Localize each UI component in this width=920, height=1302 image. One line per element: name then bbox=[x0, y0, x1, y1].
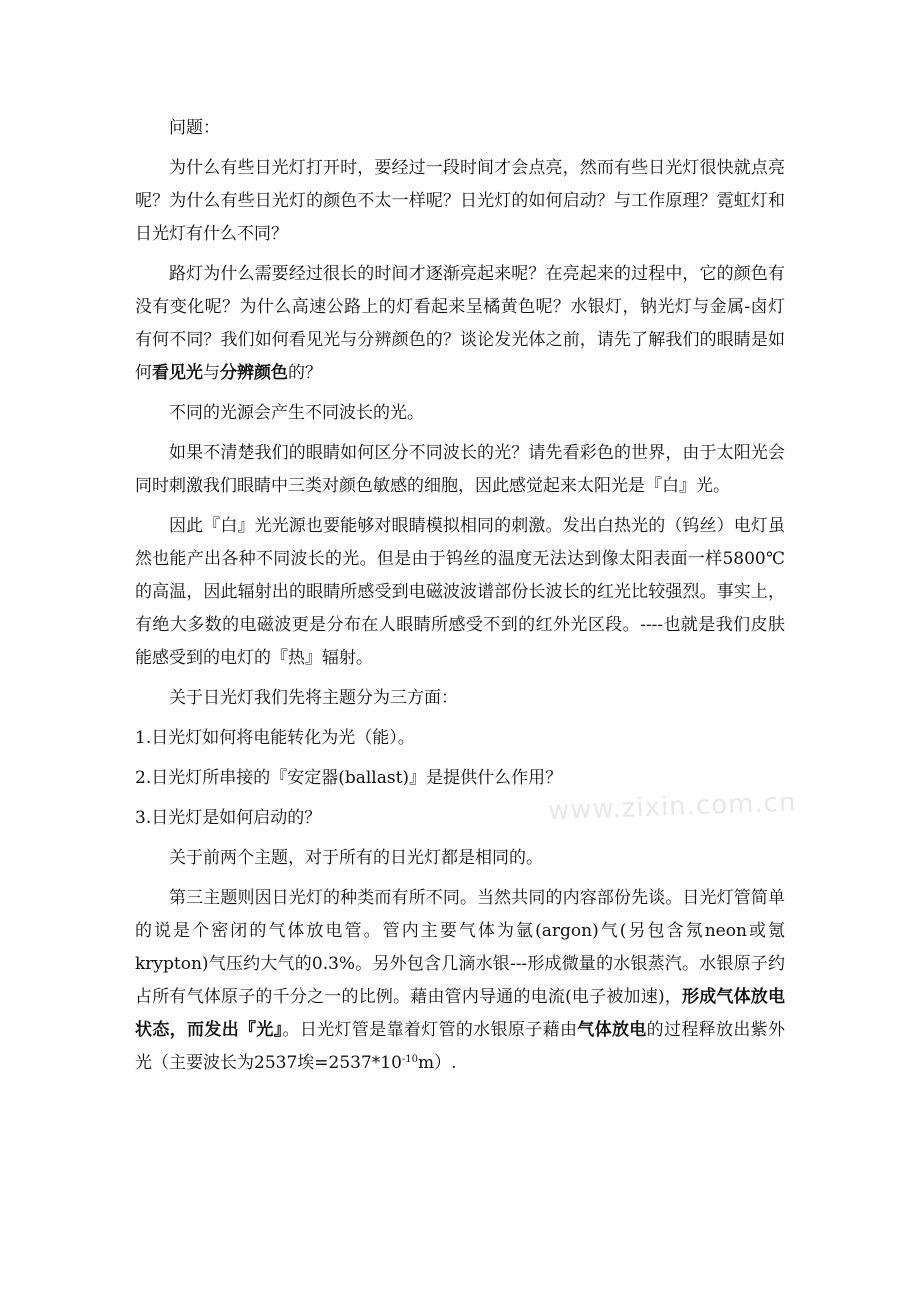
bold-see-light: 看见光 bbox=[152, 363, 203, 383]
list-item: 2.日光灯所串接的『安定器(ballast)』是提供什么作用？ bbox=[135, 768, 563, 788]
text-run: 的？ bbox=[288, 363, 322, 383]
list-item: 3.日光灯是如何启动的？ bbox=[135, 808, 322, 828]
paragraph-discharge bbox=[135, 882, 785, 1080]
paragraph-sunlight: 如果不清楚我们的眼睛如何区分不同波长的光？请先看彩色的世界，由于太阳光会同时刺激我们眼睛中三类对颜色敏感的细胞，因此感觉起来太阳光是『白』光。 bbox=[135, 443, 785, 496]
paragraph-streetlight-questions bbox=[135, 258, 785, 390]
watermark: www.zixin.com.cn bbox=[547, 787, 797, 827]
text-run: 与 bbox=[203, 363, 220, 383]
exponent: -10 bbox=[401, 1054, 419, 1065]
list-item: 1.日光灯如何将电能转化为光（能）。 bbox=[135, 728, 415, 748]
bold-gas-discharge-light: 形成气体放电状态，而发出『光』 bbox=[135, 987, 786, 1040]
paragraph-fluorescent-questions: 为什么有些日光灯打开时，要经过一段时间才会点亮，然而有些日光灯很快就点亮呢？为什么有些日光灯的颜色不太一样呢？日光灯的如何启动？与工作原理？霓虹灯和日光灯有什么不同？ bbox=[135, 158, 785, 244]
document-body bbox=[135, 112, 785, 1087]
text-run: m）. bbox=[418, 1053, 457, 1073]
bold-gas-discharge: 气体放电 bbox=[577, 1020, 647, 1040]
text-run: 的过程释放出紫外光（主要波长为2537埃=2537*10 bbox=[135, 1020, 786, 1073]
paragraph-topics-intro: 关于日光灯我们先将主题分为三方面： bbox=[169, 688, 458, 708]
paragraph-white-light: 因此『白』光光源也要能够对眼睛模拟相同的刺激。发出白热光的（钨丝）电灯虽然也能产出各种不同波长的光。但是由于钨丝的温度无法达到像太阳表面一样5800℃的高温，因此辐射出的眼睛所感受到电磁波波谱部份长波长的红光比较强烈。事实上，有绝大多数的电磁波更是分布在人眼睛所感受不到的红外光区段。----也就是我们皮肤能感受到的电灯的『热』辐射。 bbox=[135, 516, 785, 668]
bold-distinguish-color: 分辨颜色 bbox=[220, 363, 288, 383]
question-heading: 问题： bbox=[169, 118, 220, 138]
text-run: 第三主题则因日光灯的种类而有所不同。当然共同的内容部份先谈。日光灯管简单的说是个密闭的气体放电管。管内主要气体为氩(argon)气(另包含氖neon或氪krypton)气压约大气的0.3%。另外包含几滴水银---形成微量的水银蒸汽。水银原子约占所有气体原子的千分之一的比例。藉由管内导通的电流(电子被加速)， bbox=[135, 888, 785, 1007]
text-run: 。日光灯管是靠着灯管的水银原子藉由 bbox=[282, 1020, 578, 1040]
paragraph-wavelength: 不同的光源会产生不同波长的光。 bbox=[169, 403, 424, 423]
paragraph-common-topics: 关于前两个主题，对于所有的日光灯都是相同的。 bbox=[169, 848, 543, 868]
text-run: 路灯为什么需要经过很长的时间才逐渐亮起来呢？在亮起来的过程中，它的颜色有没有变化呢？为什么高速公路上的灯看起来呈橘黄色呢？水银灯，钠光灯与金属-卤灯有何不同？我们如何看见光与分辨颜色的？谈论发光体之前，请先了解我们的眼睛是如何 bbox=[135, 264, 785, 383]
